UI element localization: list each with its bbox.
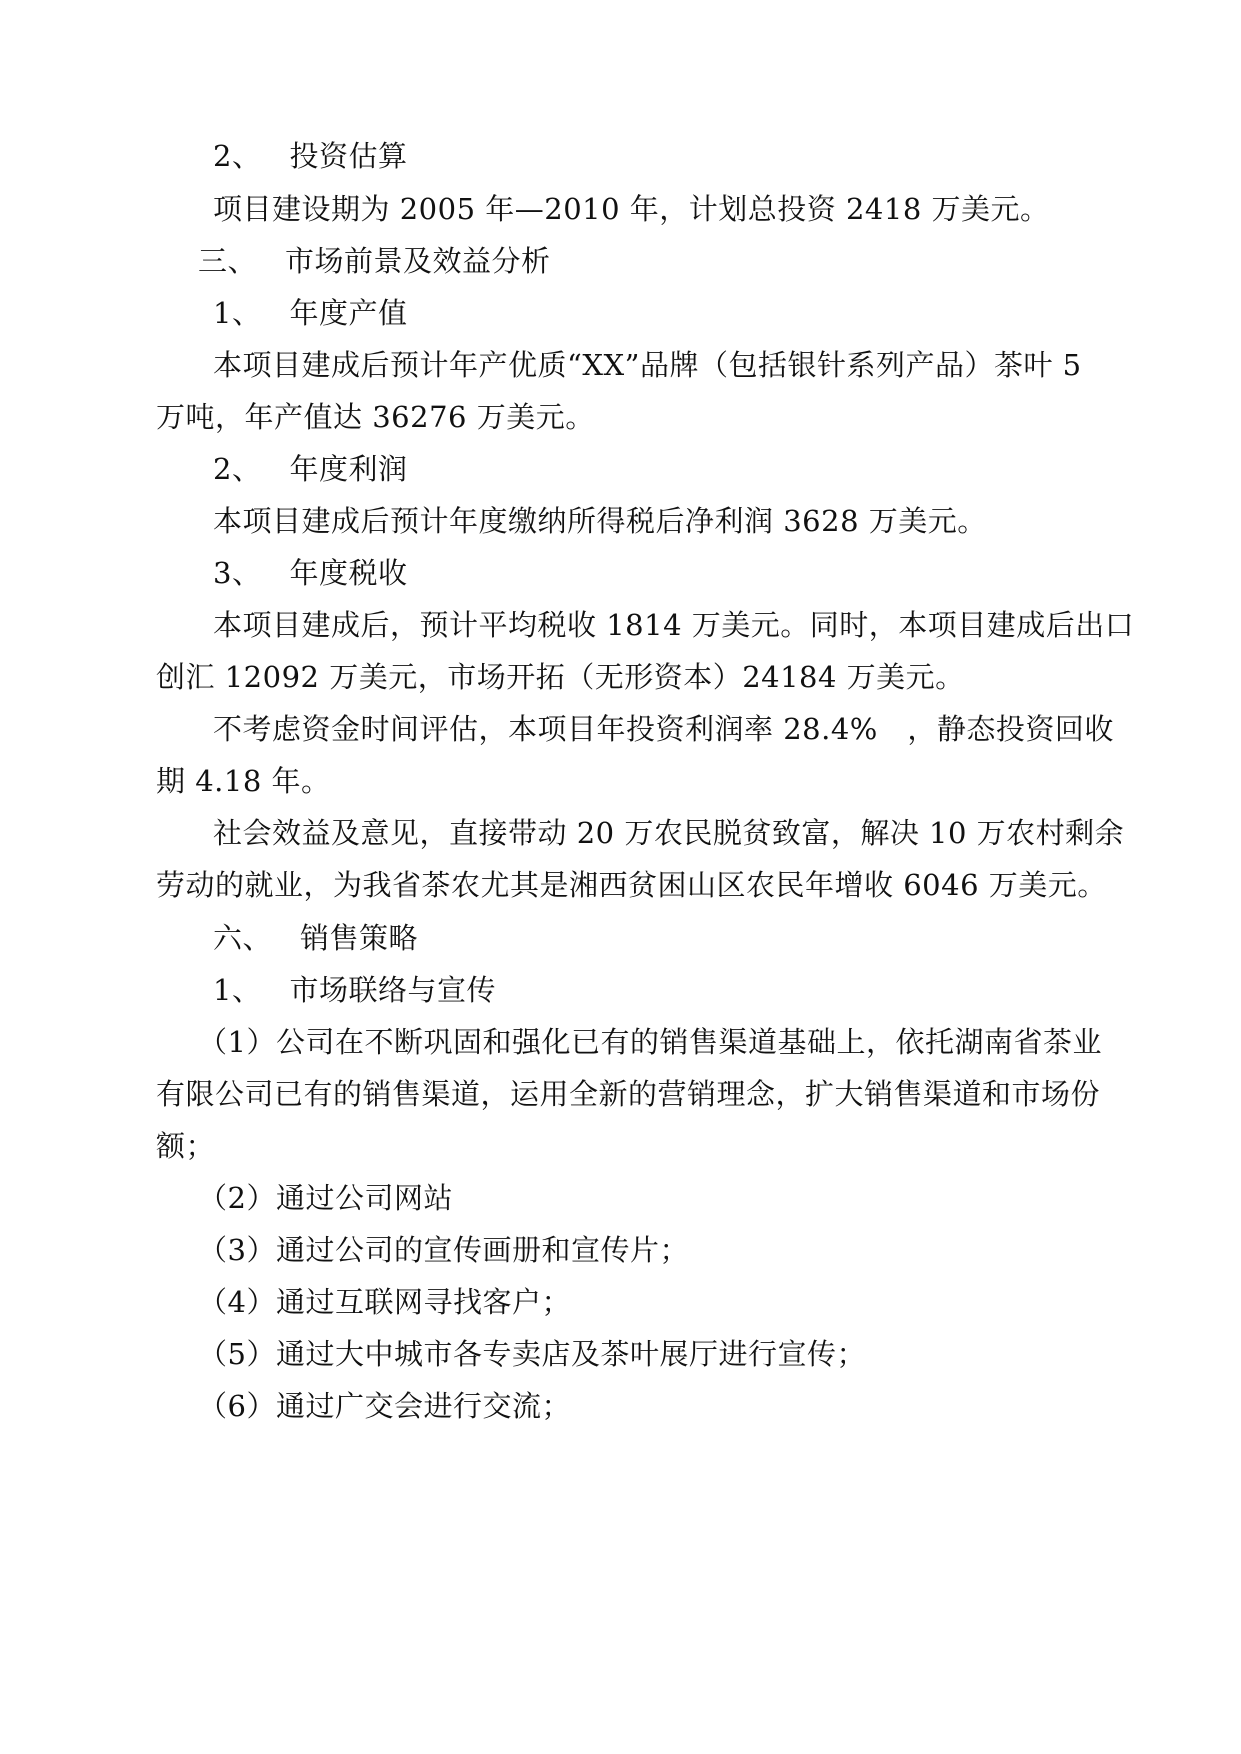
list-item: （5）通过大中城市各专卖店及茶叶展厅进行宣传； — [198, 1337, 866, 1371]
paragraph-line: 创汇 12092 万美元，市场开拓（无形资本）24184 万美元。 — [156, 660, 965, 694]
heading-text: 投资估算 — [289, 139, 408, 173]
heading-number: 3、 — [213, 556, 262, 590]
heading-number: 2、 — [213, 452, 262, 486]
section-heading-sales-strategy — [213, 920, 418, 956]
list-item: （6）通过广交会进行交流； — [198, 1389, 571, 1423]
section-number: 三、 — [198, 244, 258, 278]
list-item: （1）公司在不断巩固和强化已有的销售渠道基础上，依托湖南省茶业 — [198, 1025, 1102, 1059]
heading-annual-output — [213, 295, 407, 331]
paragraph-line: 额； — [156, 1129, 216, 1163]
paragraph-line: 有限公司已有的销售渠道，运用全新的营销理念，扩大销售渠道和市场份 — [156, 1077, 1101, 1111]
list-item: （3）通过公司的宣传画册和宣传片； — [198, 1233, 689, 1267]
section-text: 市场前景及效益分析 — [285, 244, 551, 278]
paragraph-line: 不考虑资金时间评估，本项目年投资利润率 28.4% ，静态投资回收 — [213, 712, 1114, 746]
paragraph-line: 劳动的就业，为我省茶农尤其是湘西贫困山区农民年增收 6046 万美元。 — [156, 868, 1107, 902]
paragraph-line: 项目建设期为 2005 年—2010 年，计划总投资 2418 万美元。 — [213, 192, 1050, 226]
heading-number: 1、 — [213, 973, 262, 1007]
list-item: （2）通过公司网站 — [198, 1181, 453, 1215]
heading-text: 年度利润 — [289, 452, 408, 486]
heading-annual-tax — [213, 555, 407, 591]
heading-text: 市场联络与宣传 — [289, 973, 496, 1007]
heading-investment-estimate — [213, 138, 407, 174]
heading-number: 1、 — [213, 296, 262, 330]
paragraph-line: 本项目建成后预计年度缴纳所得税后净利润 3628 万美元。 — [213, 504, 987, 538]
heading-market-contact — [213, 972, 496, 1008]
paragraph-line: 期 4.18 年。 — [156, 764, 331, 798]
heading-text: 年度税收 — [289, 556, 408, 590]
list-item: （4）通过互联网寻找客户； — [198, 1285, 571, 1319]
paragraph-line: 万吨，年产值达 36276 万美元。 — [156, 400, 595, 434]
heading-number: 2、 — [213, 139, 262, 173]
section-number: 六、 — [213, 921, 273, 955]
paragraph-line: 本项目建成后预计年产优质“XX”品牌（包括银针系列产品）茶叶 5 — [213, 348, 1082, 382]
heading-text: 年度产值 — [289, 296, 408, 330]
section-heading-market — [198, 243, 551, 279]
paragraph-line: 社会效益及意见，直接带动 20 万农民脱贫致富，解决 10 万农村剩余 — [213, 816, 1125, 850]
heading-annual-profit — [213, 451, 407, 487]
paragraph-line: 本项目建成后，预计平均税收 1814 万美元。同时，本项目建成后出口 — [213, 608, 1135, 642]
section-text: 销售策略 — [300, 921, 419, 955]
